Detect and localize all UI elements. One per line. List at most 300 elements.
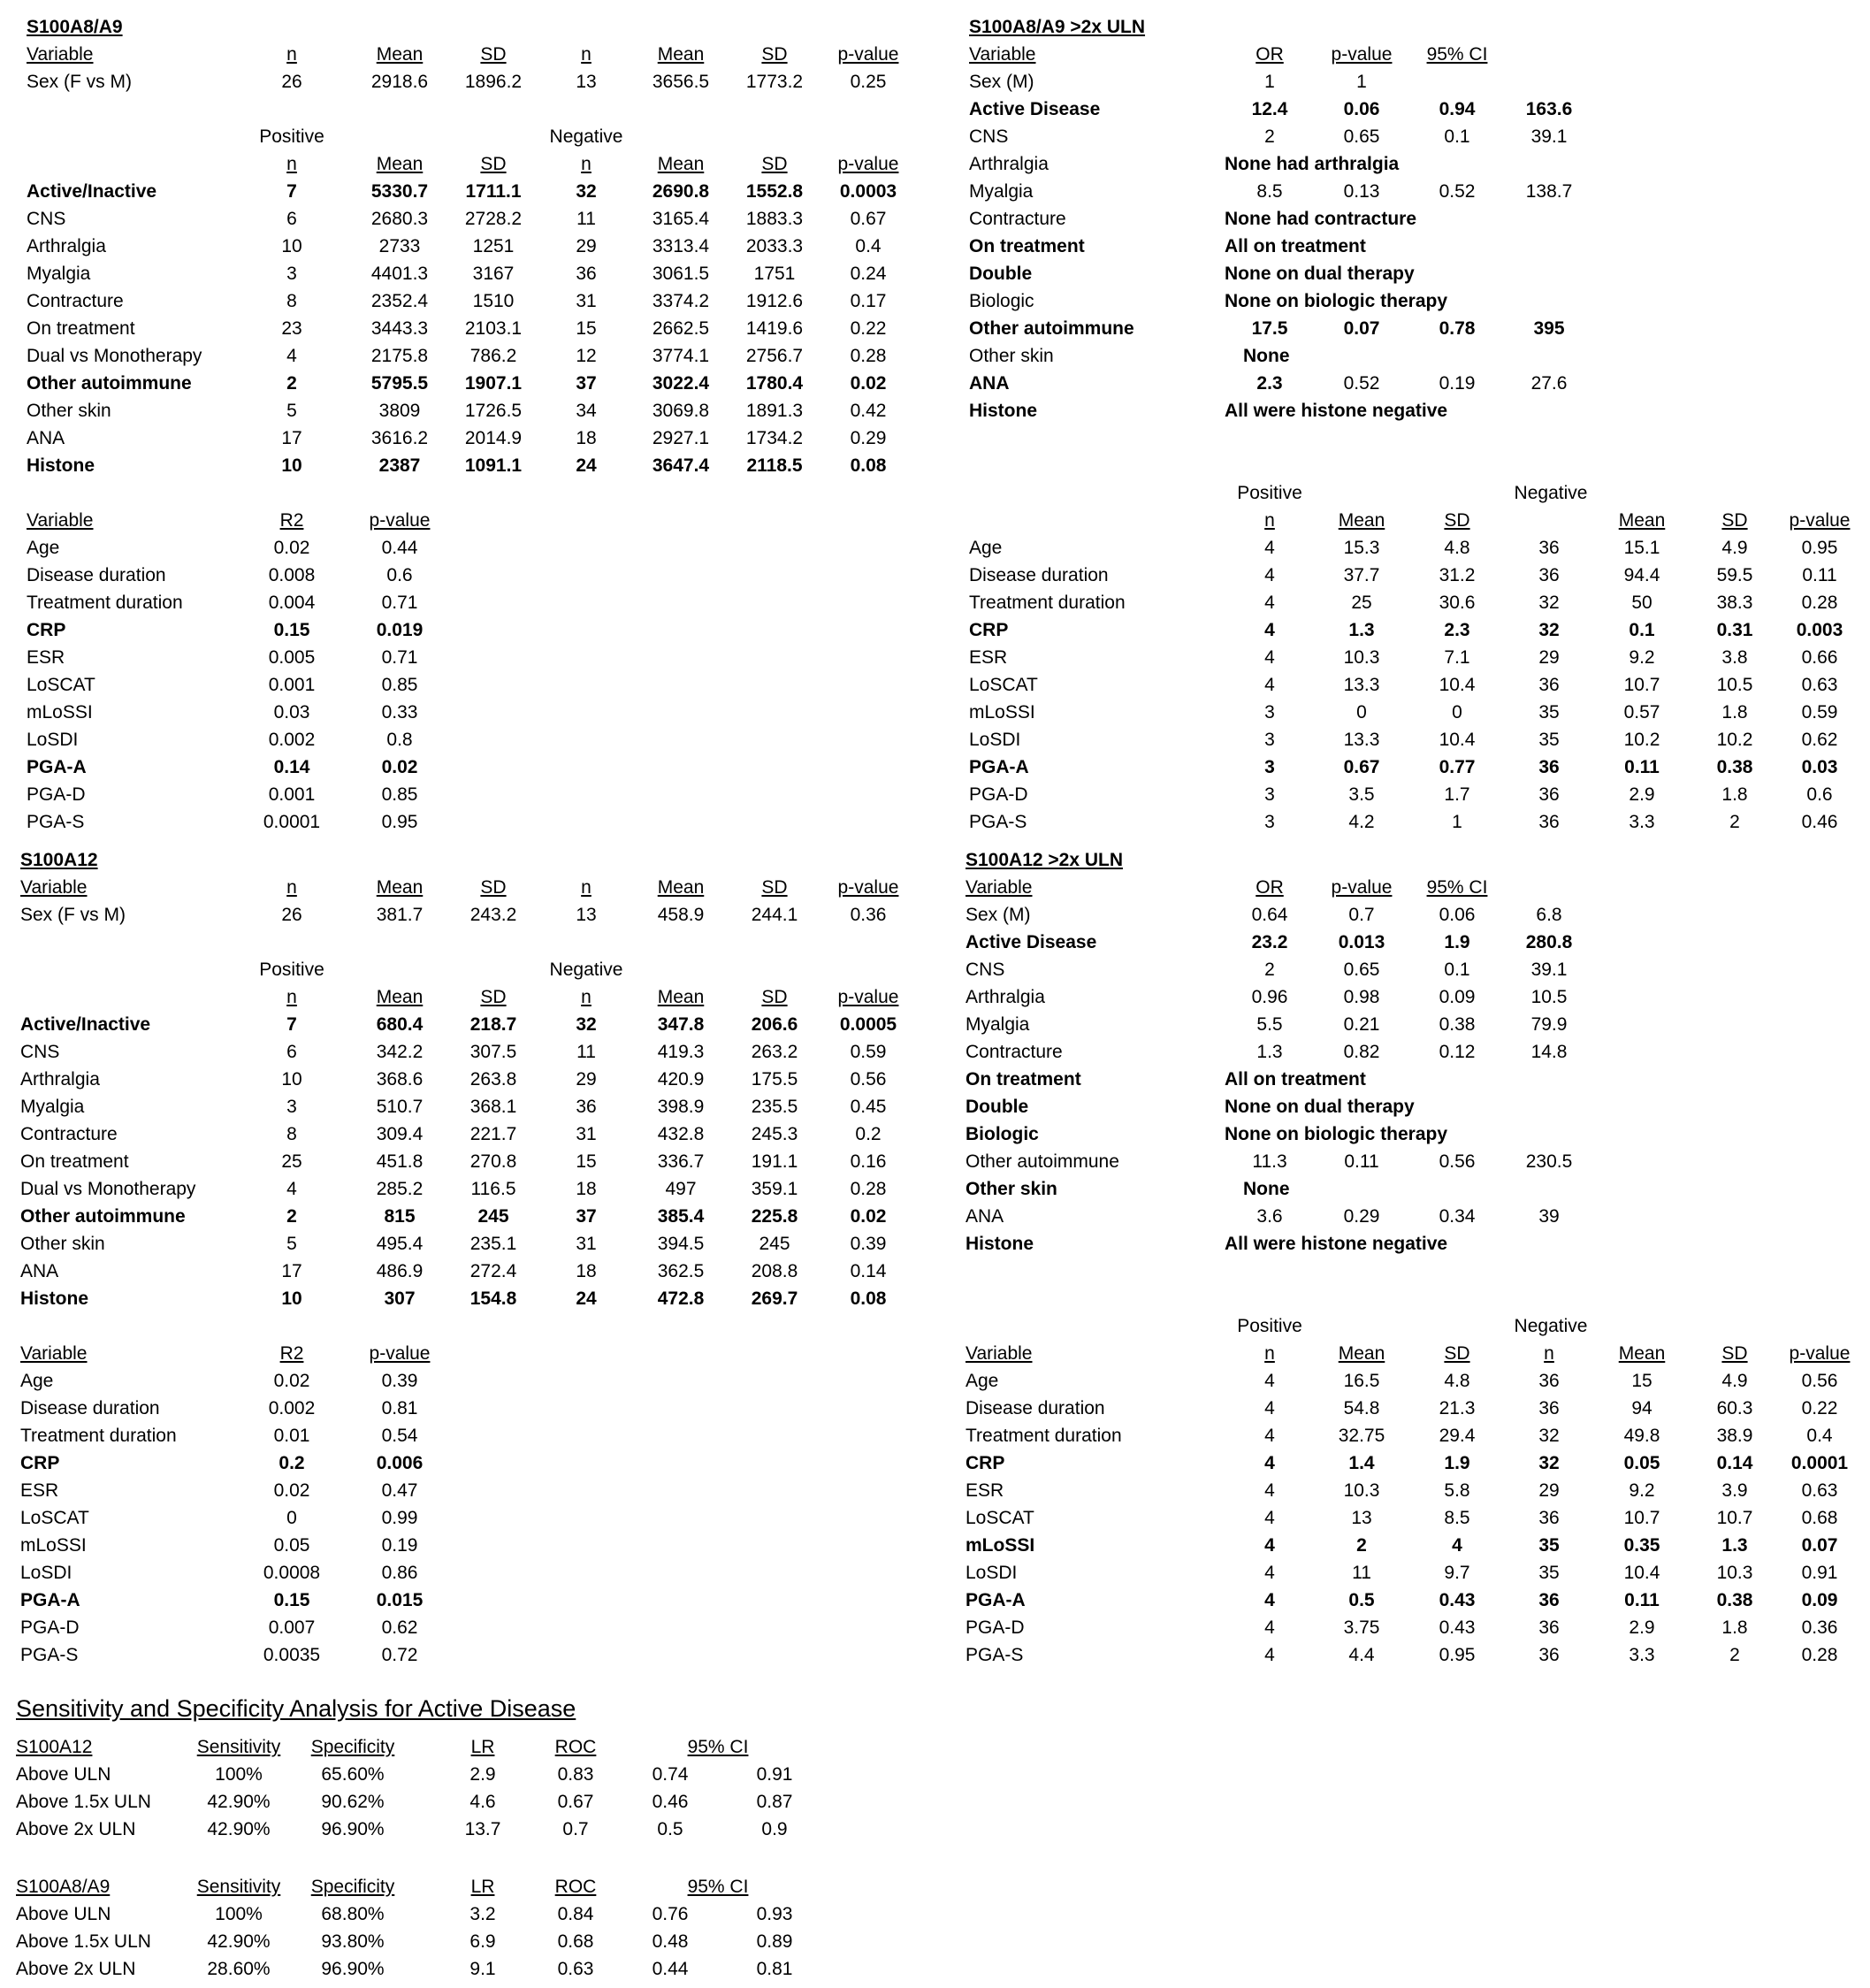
table-cell: 230.5 bbox=[1525, 1151, 1573, 1172]
table-cell: 31 bbox=[576, 1234, 597, 1254]
table-cell: 0.95 bbox=[1801, 538, 1838, 558]
table-cell: 0.28 bbox=[850, 1179, 887, 1199]
table-cell: 0.001 bbox=[268, 675, 316, 695]
table-cell: 0.67 bbox=[557, 1792, 594, 1812]
table-cell: 21.3 bbox=[1439, 1398, 1476, 1418]
table-cell: 18 bbox=[576, 1179, 597, 1199]
table-cell: 25 bbox=[281, 1151, 302, 1172]
table-cell: 68.80% bbox=[321, 1904, 385, 1924]
table-cell: 10.3 bbox=[1716, 1563, 1753, 1583]
table-cell: 10.2 bbox=[1716, 730, 1753, 750]
table-cell: 29.4 bbox=[1439, 1426, 1476, 1446]
table-cell: 17.5 bbox=[1251, 318, 1288, 339]
table-cell: 2 bbox=[286, 373, 297, 394]
table-cell: 94.4 bbox=[1623, 565, 1660, 585]
column-header: SD bbox=[761, 987, 788, 1007]
table-cell: 347.8 bbox=[657, 1014, 705, 1035]
column-header: Variable bbox=[20, 1343, 88, 1364]
column-header: SD bbox=[480, 154, 507, 174]
table-cell: 680.4 bbox=[376, 1014, 424, 1035]
table-cell: 2733 bbox=[378, 236, 421, 256]
table-cell: 2 bbox=[286, 1206, 297, 1227]
column-header: Variable bbox=[966, 1343, 1033, 1364]
table-cell: 10 bbox=[281, 1069, 302, 1090]
table-cell: 2175.8 bbox=[370, 346, 429, 366]
table-cell: 154.8 bbox=[469, 1288, 517, 1309]
table-cell: 42.90% bbox=[207, 1931, 271, 1952]
table-cell: 419.3 bbox=[657, 1042, 705, 1062]
row-label: Other autoimmune bbox=[969, 318, 1134, 339]
table-cell: 191.1 bbox=[751, 1151, 798, 1172]
table-cell: 1.3 bbox=[1256, 1042, 1283, 1062]
table-cell: 0.28 bbox=[1801, 1645, 1838, 1665]
row-label: Other autoimmune bbox=[966, 1151, 1119, 1172]
table-cell: 0.35 bbox=[1623, 1535, 1660, 1556]
row-note: None on dual therapy bbox=[1225, 264, 1415, 284]
column-header: S100A8/A9 bbox=[16, 1877, 111, 1897]
table-cell: PGA-S bbox=[20, 1645, 79, 1665]
table-cell: 3 bbox=[1264, 784, 1275, 805]
table-cell: Above 1.5x ULN bbox=[16, 1931, 151, 1952]
column-header: Mean bbox=[657, 154, 705, 174]
table-cell: 0.13 bbox=[1343, 181, 1380, 202]
table-cell: 4 bbox=[1264, 1563, 1275, 1583]
table-cell: 24 bbox=[576, 455, 597, 476]
table-cell: 0.89 bbox=[756, 1931, 793, 1952]
table-cell: 235.5 bbox=[751, 1097, 798, 1117]
column-header: SD bbox=[761, 877, 788, 898]
table-cell: 0.98 bbox=[1343, 987, 1380, 1007]
table-cell: 10.5 bbox=[1716, 675, 1753, 695]
table-cell: 0.01 bbox=[273, 1426, 310, 1446]
table-cell: 3.3 bbox=[1629, 1645, 1655, 1665]
table-cell: 0.07 bbox=[1343, 318, 1380, 339]
table-cell: 0.85 bbox=[381, 675, 418, 695]
table-cell: 4 bbox=[1264, 1371, 1275, 1391]
table-cell: 263.8 bbox=[469, 1069, 517, 1090]
column-header: Mean bbox=[657, 44, 705, 65]
column-header: Variable bbox=[27, 44, 94, 65]
column-header: n bbox=[581, 987, 592, 1007]
table-cell: Sex (F vs M) bbox=[20, 905, 126, 925]
table-cell: 23.2 bbox=[1251, 932, 1288, 952]
table-cell: 1251 bbox=[472, 236, 515, 256]
table-cell: 225.8 bbox=[751, 1206, 798, 1227]
table-cell: 29 bbox=[576, 236, 597, 256]
table-cell: 2014.9 bbox=[464, 428, 523, 448]
table-cell: LoSCAT bbox=[20, 1508, 89, 1528]
table-cell: 0.56 bbox=[1801, 1371, 1838, 1391]
table-cell: 3.75 bbox=[1343, 1617, 1380, 1638]
table-cell: 35 bbox=[1538, 1535, 1560, 1556]
table-cell: 6.9 bbox=[469, 1931, 496, 1952]
table-cell: 4 bbox=[1264, 1426, 1275, 1446]
table-cell: 368.1 bbox=[469, 1097, 517, 1117]
table-cell: Above ULN bbox=[16, 1764, 111, 1785]
table-cell: 17 bbox=[281, 1261, 302, 1281]
negative-label: Negative bbox=[1514, 1316, 1588, 1336]
row-label: Other skin bbox=[969, 346, 1054, 366]
table-cell: 3165.4 bbox=[652, 209, 710, 229]
table-cell: 39.1 bbox=[1530, 126, 1568, 147]
table-cell: 2 bbox=[1264, 960, 1275, 980]
table-cell: 4 bbox=[1264, 593, 1275, 613]
table-cell: 0.08 bbox=[850, 455, 887, 476]
table-cell: 4.8 bbox=[1444, 1371, 1470, 1391]
table-cell: 36 bbox=[1538, 1590, 1560, 1610]
table-cell: 31.2 bbox=[1439, 565, 1476, 585]
table-cell: 0.06 bbox=[1343, 99, 1380, 119]
column-header: Variable bbox=[27, 510, 94, 531]
column-header: p-value bbox=[1789, 1343, 1851, 1364]
table-cell: 0.67 bbox=[1343, 757, 1380, 777]
table-cell: 3809 bbox=[378, 401, 421, 421]
table-cell: 36 bbox=[1538, 538, 1560, 558]
row-label: ANA bbox=[969, 373, 1010, 394]
table-cell: 3.9 bbox=[1721, 1480, 1748, 1501]
table-cell: 0.63 bbox=[557, 1959, 594, 1979]
section-title: S100A8/A9 >2x ULN bbox=[969, 17, 1146, 37]
table-cell: Histone bbox=[27, 455, 95, 476]
table-cell: Contracture bbox=[20, 1124, 118, 1144]
table-cell: 272.4 bbox=[469, 1261, 517, 1281]
table-cell: 4.8 bbox=[1444, 538, 1470, 558]
table-cell: 2352.4 bbox=[370, 291, 429, 311]
table-cell: 0.006 bbox=[376, 1453, 424, 1473]
table-cell: LoSCAT bbox=[969, 675, 1038, 695]
table-cell: 0.02 bbox=[273, 1371, 310, 1391]
column-header: SD bbox=[761, 154, 788, 174]
table-cell: Disease duration bbox=[20, 1398, 160, 1418]
table-cell: 15.1 bbox=[1623, 538, 1660, 558]
table-cell: Dual vs Monotherapy bbox=[20, 1179, 196, 1199]
table-cell: LoSDI bbox=[20, 1563, 73, 1583]
table-cell: 395 bbox=[1533, 318, 1565, 339]
table-cell: 2387 bbox=[378, 455, 421, 476]
table-cell: 3.6 bbox=[1256, 1206, 1283, 1227]
table-cell: 0.39 bbox=[850, 1234, 887, 1254]
table-cell: 138.7 bbox=[1525, 181, 1573, 202]
table-cell: PGA-S bbox=[969, 812, 1027, 832]
table-cell: 37 bbox=[576, 1206, 597, 1227]
row-label: Active Disease bbox=[966, 932, 1097, 952]
row-label: ANA bbox=[966, 1206, 1004, 1227]
row-note: None bbox=[1243, 1179, 1290, 1199]
table-cell: 0.11 bbox=[1624, 1590, 1660, 1610]
table-cell: 0.95 bbox=[1439, 1645, 1476, 1665]
table-cell: PGA-S bbox=[27, 812, 85, 832]
table-cell: 394.5 bbox=[657, 1234, 705, 1254]
table-cell: 1.8 bbox=[1721, 784, 1748, 805]
row-note: All were histone negative bbox=[1225, 1234, 1448, 1254]
row-label: Active Disease bbox=[969, 99, 1101, 119]
table-cell: 1091.1 bbox=[464, 455, 523, 476]
table-cell: 235.1 bbox=[469, 1234, 517, 1254]
table-cell: 79.9 bbox=[1530, 1014, 1568, 1035]
table-cell: 37 bbox=[576, 373, 597, 394]
column-header: LR bbox=[470, 1737, 495, 1757]
table-cell: 10 bbox=[281, 1288, 302, 1309]
table-cell: 5 bbox=[286, 1234, 297, 1254]
table-cell: 14.8 bbox=[1530, 1042, 1568, 1062]
table-cell: 368.6 bbox=[376, 1069, 424, 1090]
table-cell: 0.19 bbox=[381, 1535, 418, 1556]
table-cell: 10 bbox=[281, 455, 302, 476]
table-cell: 36 bbox=[1538, 757, 1560, 777]
row-label: On treatment bbox=[969, 236, 1085, 256]
table-cell: 8 bbox=[286, 1124, 297, 1144]
table-cell: 815 bbox=[384, 1206, 416, 1227]
table-cell: 0.28 bbox=[850, 346, 887, 366]
table-cell: 36 bbox=[1538, 1398, 1560, 1418]
table-cell: Treatment duration bbox=[969, 593, 1126, 613]
table-cell: 3616.2 bbox=[370, 428, 429, 448]
table-cell: 280.8 bbox=[1525, 932, 1573, 952]
table-cell: 13.3 bbox=[1343, 730, 1380, 750]
table-cell: 32 bbox=[1538, 593, 1560, 613]
column-header: ROC bbox=[554, 1877, 597, 1897]
table-cell: 4 bbox=[1264, 1535, 1275, 1556]
table-cell: 100% bbox=[215, 1764, 263, 1785]
table-cell: 398.9 bbox=[657, 1097, 705, 1117]
table-cell: 2.3 bbox=[1256, 373, 1283, 394]
section-title: S100A8/A9 bbox=[27, 17, 123, 37]
table-cell: 0.019 bbox=[376, 620, 424, 640]
table-cell: 0.78 bbox=[1439, 318, 1476, 339]
table-cell: 9.7 bbox=[1444, 1563, 1470, 1583]
table-cell: 269.7 bbox=[751, 1288, 798, 1309]
table-cell: 6.8 bbox=[1536, 905, 1562, 925]
table-cell: 0.6 bbox=[1806, 784, 1833, 805]
table-cell: PGA-A bbox=[20, 1590, 80, 1610]
table-cell: CNS bbox=[20, 1042, 60, 1062]
table-cell: 263.2 bbox=[751, 1042, 798, 1062]
table-cell: 2756.7 bbox=[745, 346, 804, 366]
column-header: n bbox=[581, 877, 592, 898]
table-cell: 10.7 bbox=[1716, 1508, 1753, 1528]
row-note: All on treatment bbox=[1225, 236, 1366, 256]
table-cell: 36 bbox=[1538, 1645, 1560, 1665]
table-cell: 60.3 bbox=[1716, 1398, 1753, 1418]
table-cell: Treatment duration bbox=[27, 593, 183, 613]
table-cell: 0.54 bbox=[381, 1426, 418, 1446]
table-cell: 3.2 bbox=[469, 1904, 496, 1924]
table-cell: PGA-A bbox=[969, 757, 1029, 777]
table-cell: 2680.3 bbox=[370, 209, 429, 229]
table-cell: 1773.2 bbox=[745, 72, 804, 92]
table-cell: LoSDI bbox=[27, 730, 79, 750]
table-cell: 4 bbox=[1264, 1508, 1275, 1528]
table-cell: 2728.2 bbox=[464, 209, 523, 229]
table-cell: 1.3 bbox=[1348, 620, 1375, 640]
table-cell: 3774.1 bbox=[652, 346, 710, 366]
table-cell: LoSDI bbox=[969, 730, 1021, 750]
row-label: CNS bbox=[969, 126, 1009, 147]
table-cell: Arthralgia bbox=[20, 1069, 100, 1090]
table-cell: 1.8 bbox=[1721, 1617, 1748, 1638]
column-header: Mean bbox=[376, 987, 424, 1007]
table-cell: 65.60% bbox=[321, 1764, 385, 1785]
table-cell: 0.43 bbox=[1439, 1590, 1476, 1610]
table-cell: 385.4 bbox=[657, 1206, 705, 1227]
row-note: None on biologic therapy bbox=[1225, 1124, 1448, 1144]
table-cell: 0.5 bbox=[657, 1819, 683, 1839]
table-cell: 3 bbox=[286, 1097, 297, 1117]
table-cell: 2 bbox=[1356, 1535, 1367, 1556]
table-cell: Other autoimmune bbox=[27, 373, 192, 394]
table-cell: 0.59 bbox=[850, 1042, 887, 1062]
table-cell: 0.77 bbox=[1439, 757, 1476, 777]
table-cell: 175.5 bbox=[751, 1069, 798, 1090]
table-cell: 486.9 bbox=[376, 1261, 424, 1281]
table-cell: 26 bbox=[281, 72, 302, 92]
sensitivity-title: Sensitivity and Specificity Analysis for Active Disease bbox=[16, 1695, 576, 1722]
table-cell: 0.02 bbox=[273, 1480, 310, 1501]
table-cell: 17 bbox=[281, 428, 302, 448]
table-cell: 0.11 bbox=[1624, 757, 1660, 777]
table-cell: On treatment bbox=[20, 1151, 129, 1172]
table-cell: 3 bbox=[1264, 812, 1275, 832]
column-header: Sensitivity bbox=[196, 1877, 281, 1897]
table-cell: 495.4 bbox=[376, 1234, 424, 1254]
table-cell: 9.2 bbox=[1629, 647, 1655, 668]
table-cell: 2.9 bbox=[1629, 1617, 1655, 1638]
table-cell: 0.25 bbox=[850, 72, 887, 92]
table-cell: 245 bbox=[759, 1234, 790, 1254]
column-header: Specificity bbox=[310, 1877, 395, 1897]
row-label: Arthralgia bbox=[969, 154, 1049, 174]
row-label: CNS bbox=[966, 960, 1005, 980]
table-cell: 0.67 bbox=[850, 209, 887, 229]
table-cell: 1.7 bbox=[1444, 784, 1470, 805]
table-cell: 0.46 bbox=[652, 1792, 689, 1812]
table-cell: Active/Inactive bbox=[20, 1014, 151, 1035]
positive-label: Positive bbox=[259, 126, 324, 147]
table-cell: 0.05 bbox=[1623, 1453, 1660, 1473]
column-header: n bbox=[1264, 510, 1275, 531]
column-header: p-value bbox=[1789, 510, 1851, 531]
table-cell: 59.5 bbox=[1716, 565, 1753, 585]
table-cell: 0.63 bbox=[1801, 675, 1838, 695]
table-cell: 0.14 bbox=[273, 757, 310, 777]
column-header: n bbox=[286, 987, 297, 1007]
table-cell: PGA-D bbox=[966, 1617, 1025, 1638]
table-cell: 0.05 bbox=[273, 1535, 310, 1556]
table-cell: 1552.8 bbox=[745, 181, 804, 202]
table-cell: 0.24 bbox=[850, 264, 887, 284]
table-cell: 23 bbox=[281, 318, 302, 339]
table-cell: 9.1 bbox=[469, 1959, 496, 1979]
table-cell: 37.7 bbox=[1343, 565, 1380, 585]
table-cell: 5.5 bbox=[1256, 1014, 1283, 1035]
column-header: S100A12 bbox=[16, 1737, 93, 1757]
table-cell: 307 bbox=[384, 1288, 416, 1309]
table-cell: 3443.3 bbox=[370, 318, 429, 339]
column-header: n bbox=[581, 44, 592, 65]
column-header: ROC bbox=[554, 1737, 597, 1757]
table-cell: 0.29 bbox=[1343, 1206, 1380, 1227]
table-cell: 10.7 bbox=[1623, 675, 1660, 695]
column-header: Mean bbox=[657, 877, 705, 898]
table-cell: ESR bbox=[966, 1480, 1004, 1501]
table-cell: 1711.1 bbox=[465, 181, 522, 202]
column-header: SD bbox=[1444, 1343, 1470, 1364]
table-cell: 1510 bbox=[472, 291, 515, 311]
table-cell: 0.76 bbox=[652, 1904, 689, 1924]
table-cell: 2118.5 bbox=[746, 455, 803, 476]
table-cell: 3069.8 bbox=[652, 401, 710, 421]
table-cell: 4.4 bbox=[1348, 1645, 1375, 1665]
table-cell: 0.93 bbox=[756, 1904, 793, 1924]
table-cell: 116.5 bbox=[470, 1179, 516, 1199]
column-header: R2 bbox=[279, 510, 304, 531]
table-cell: 3313.4 bbox=[652, 236, 710, 256]
table-cell: 381.7 bbox=[376, 905, 424, 925]
table-cell: 38.9 bbox=[1716, 1426, 1753, 1446]
table-cell: 244.1 bbox=[751, 905, 798, 925]
table-cell: 0.013 bbox=[1338, 932, 1385, 952]
table-cell: 0.0001 bbox=[263, 812, 321, 832]
table-cell: 4 bbox=[1264, 675, 1275, 695]
table-cell: 218.7 bbox=[469, 1014, 517, 1035]
table-cell: 36 bbox=[1538, 784, 1560, 805]
table-cell: 0.33 bbox=[381, 702, 418, 723]
table-cell: 0.72 bbox=[381, 1645, 418, 1665]
column-header: Variable bbox=[969, 44, 1036, 65]
table-cell: 0.03 bbox=[1801, 757, 1838, 777]
table-cell: 1912.6 bbox=[745, 291, 804, 311]
table-cell: CRP bbox=[20, 1453, 60, 1473]
row-label: Histone bbox=[969, 401, 1038, 421]
table-cell: 786.2 bbox=[469, 346, 517, 366]
table-cell: 0.001 bbox=[268, 784, 316, 805]
row-label: Sex (M) bbox=[966, 905, 1031, 925]
table-cell: 0.07 bbox=[1801, 1535, 1838, 1556]
negative-label: Negative bbox=[549, 126, 623, 147]
table-cell: 0.29 bbox=[850, 428, 887, 448]
table-cell: 0.94 bbox=[1439, 99, 1476, 119]
table-cell: CRP bbox=[966, 1453, 1005, 1473]
table-cell: 0.46 bbox=[1801, 812, 1838, 832]
table-cell: 4 bbox=[1264, 647, 1275, 668]
row-label: Biologic bbox=[966, 1124, 1039, 1144]
row-note: None bbox=[1243, 346, 1290, 366]
table-cell: 35 bbox=[1538, 702, 1560, 723]
table-cell: 0.2 bbox=[855, 1124, 882, 1144]
table-cell: 0.007 bbox=[268, 1617, 316, 1638]
table-cell: 2 bbox=[1729, 812, 1740, 832]
table-cell: Disease duration bbox=[27, 565, 166, 585]
table-cell: 420.9 bbox=[657, 1069, 705, 1090]
table-cell: 24 bbox=[576, 1288, 597, 1309]
table-cell: 0.59 bbox=[1801, 702, 1838, 723]
table-cell: 0.84 bbox=[557, 1904, 594, 1924]
table-cell: 4 bbox=[1264, 1590, 1275, 1610]
table-cell: Treatment duration bbox=[966, 1426, 1122, 1446]
table-cell: mLoSSI bbox=[969, 702, 1035, 723]
table-cell: 36 bbox=[1538, 812, 1560, 832]
table-cell: 458.9 bbox=[657, 905, 705, 925]
table-cell: 8.5 bbox=[1444, 1508, 1470, 1528]
table-cell: 96.90% bbox=[321, 1819, 385, 1839]
table-cell: 0.005 bbox=[268, 647, 316, 668]
table-cell: 451.8 bbox=[376, 1151, 424, 1172]
column-header: n bbox=[286, 877, 297, 898]
table-cell: 36 bbox=[1538, 565, 1560, 585]
table-cell: PGA-S bbox=[966, 1645, 1024, 1665]
table-cell: 10.3 bbox=[1343, 647, 1380, 668]
column-header: 95% CI bbox=[687, 1877, 749, 1897]
